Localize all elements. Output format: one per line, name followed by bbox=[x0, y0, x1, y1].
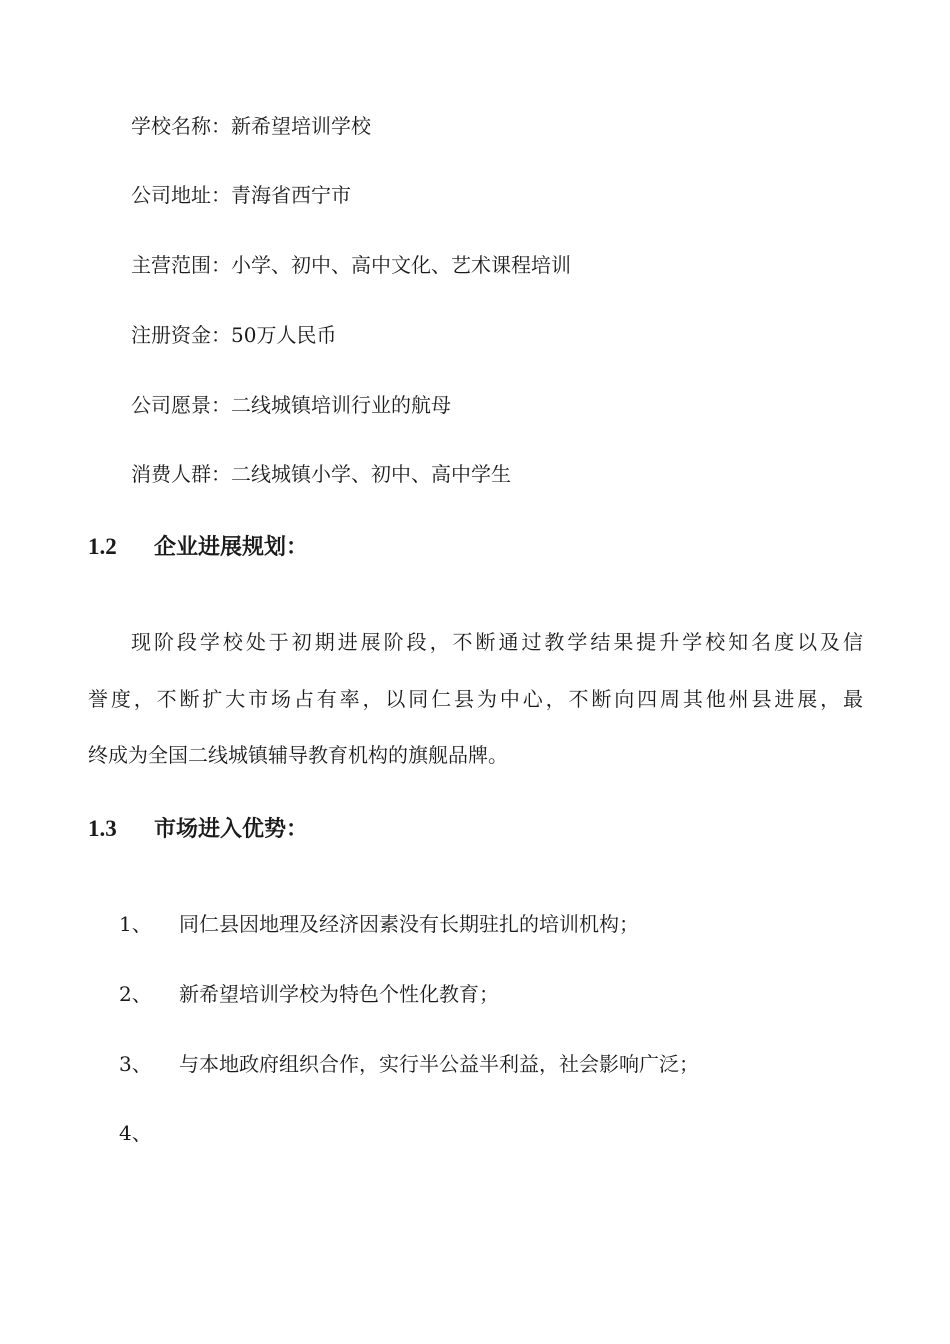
list-text: 与本地政府组织合作，实行半公益半利益，社会影响广泛； bbox=[179, 1052, 699, 1076]
info-registered-capital bbox=[131, 321, 336, 349]
info-label: 学校名称： bbox=[131, 114, 231, 138]
paragraph-line: 终成为全国二线城镇辅导教育机构的旗舰品牌。 bbox=[88, 743, 508, 767]
list-text: 同仁县因地理及经济因素没有长期驻扎的培训机构； bbox=[179, 912, 639, 936]
list-item bbox=[119, 910, 639, 938]
paragraph-line: 誉度，不断扩大市场占有率，以同仁县为中心，不断向四周其他州县进展，最 bbox=[88, 687, 863, 711]
list-item bbox=[119, 980, 499, 1008]
list-marker: 2、 bbox=[119, 982, 152, 1006]
list-marker: 4、 bbox=[119, 1121, 152, 1145]
section-number: 1.2 bbox=[88, 534, 117, 559]
info-value: 青海省西宁市 bbox=[231, 183, 351, 207]
info-business-scope bbox=[131, 251, 571, 279]
info-consumer-group bbox=[131, 460, 511, 488]
info-value: 二线城镇培训行业的航母 bbox=[231, 393, 451, 417]
section-number: 1.3 bbox=[88, 816, 117, 841]
list-item bbox=[119, 1119, 179, 1147]
section-title: 企业进展规划： bbox=[154, 534, 309, 560]
paragraph-line: 现阶段学校处于初期进展阶段，不断通过教学结果提升学校知名度以及信 bbox=[131, 630, 863, 654]
info-label: 注册资金： bbox=[131, 323, 231, 347]
list-marker: 3、 bbox=[119, 1052, 152, 1076]
info-label: 主营范围： bbox=[131, 253, 231, 277]
info-label: 公司地址： bbox=[131, 183, 231, 207]
section-heading-1-2 bbox=[88, 532, 308, 562]
info-company-address bbox=[131, 181, 351, 209]
info-label: 公司愿景： bbox=[131, 393, 231, 417]
section-heading-1-3 bbox=[88, 814, 308, 844]
list-text: 新希望培训学校为特色个性化教育； bbox=[179, 982, 499, 1006]
info-value: 新希望培训学校 bbox=[231, 114, 371, 138]
info-label: 消费人群： bbox=[131, 462, 231, 486]
info-value: 50万人民币 bbox=[231, 323, 337, 347]
info-company-vision bbox=[131, 391, 451, 419]
list-marker: 1、 bbox=[119, 912, 152, 936]
info-value: 小学、初中、高中文化、艺术课程培训 bbox=[231, 253, 571, 277]
section-title: 市场进入优势： bbox=[154, 816, 309, 842]
info-school-name bbox=[131, 112, 371, 140]
info-value: 二线城镇小学、初中、高中学生 bbox=[231, 462, 511, 486]
list-item bbox=[119, 1050, 699, 1078]
